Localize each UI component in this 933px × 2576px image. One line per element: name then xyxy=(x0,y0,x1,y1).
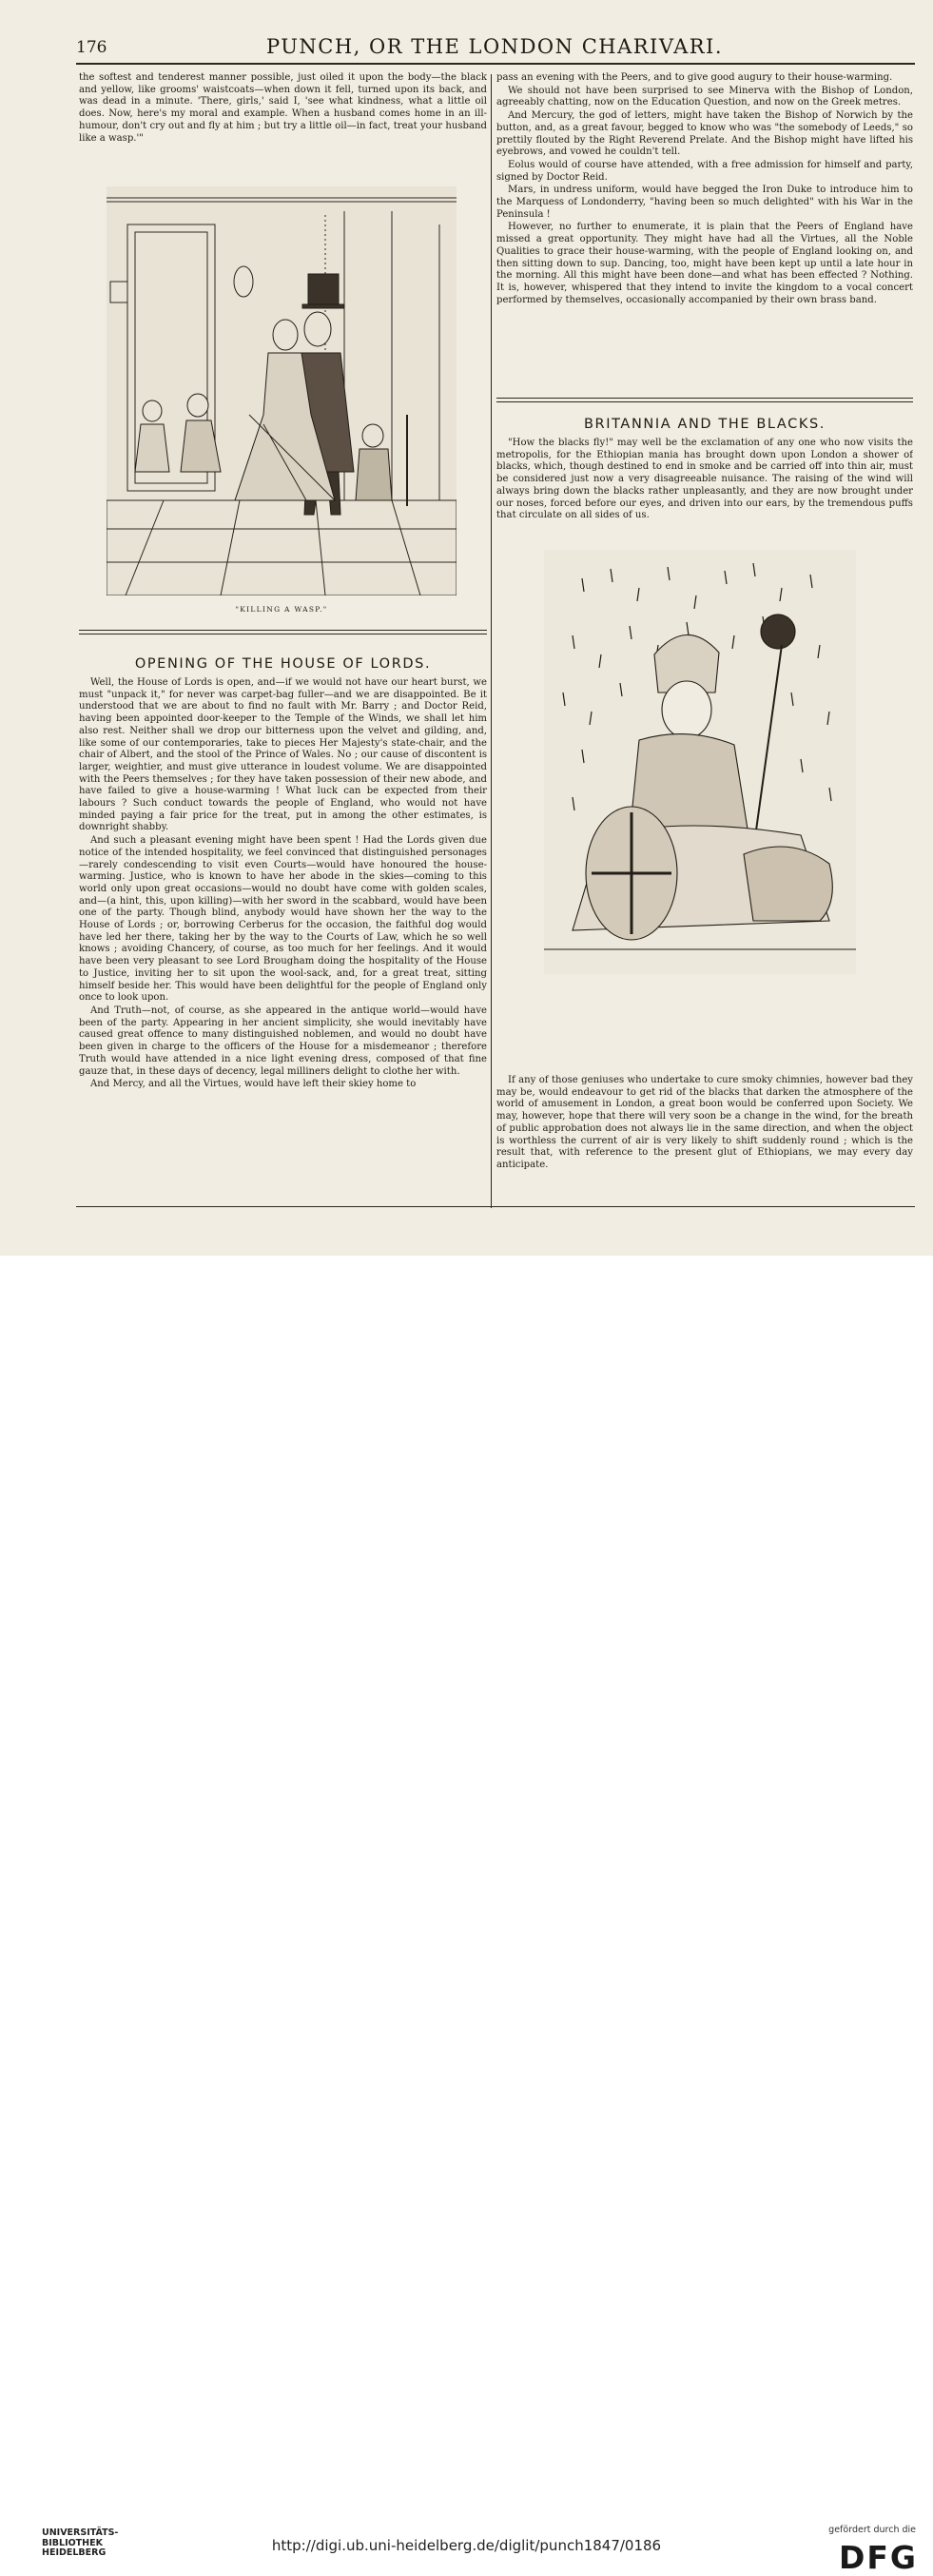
bottom-rule xyxy=(76,1206,915,1207)
illustration-caption: "KILLING A WASP." xyxy=(235,605,328,614)
right-column-continued-text: pass an evening with the Peers, and to give good augury to their house-warming. We should not have been surprised to see Minerva with the Bishop of London, agreeably chatting, now on the Education Question, and now on the Greek metres. And Mercury, the god of letters, might have taken the Bishop of Norwich by the button, and, as a great favour, begged to know who was "the somebody of Leeds," so prettily flouted by the Right Reverend Prelate. And the Bishop might have lifted his eyebrows, and vowed he couldn't tell. Eolus would of course have attended, with a free admission for himself and party, signed by Doctor Reid. Mars, in undress uniform, would have begged the Iron Duke to introduce him to the Marquess of Londonderry, "having been so much delighted" with his War in the Peninsula ! However, no further to enumerate, it is plain that the Peers of England have missed a great opportunity. They might have had all the Virtues, all the Noble Qualities to grace their house-warming, with the people of England looking on, and then sitting down to sup. Dancing, too, might have been kept up until a late hour in the morning. All this might have been done—and what has been effected ? Nothing. It is, however, whispered that they intend to invite the kingdom to a vocal concert performed by themselves, occasionally accompanied by their own brass band. xyxy=(496,72,913,305)
funded-by-label: gefördert durch die xyxy=(828,2525,916,2535)
killing-a-wasp-illustration xyxy=(107,186,457,595)
britannia-closing-text: If any of those geniuses who undertake to cure smoky chimnies, however bad they may be, would endeavour to get rid of the blacks that darken the atmosphere of the world of amusement in London, a great boon would be conferred upon Society. We may, however, hope that there will very soon be a change in the wind, for the breath of public approbation does not always lie in the same direction, and when the object is worthless the current of air is very likely to shift suddenly round ; which is the result that, with reference to the present glut of Ethiopians, we may every day anticipate. xyxy=(496,1075,913,1170)
britannia-intro-text: "How the blacks fly!" may well be the exclamation of any one who now visits the metropolis, for the Ethiopian mania has brought down upon London a shower of blacks, which, though destined to end in smoke and be carried off into thin air, must be considered just now a very disagreeable nuisance. The raising of the wind will always bring down the blacks rather unpleasantly, and they are now brought under our noses, forced before our eyes, and driven into our ears, by the tremendous puffs that circulate on all sides of us. xyxy=(496,438,913,521)
header-rule xyxy=(76,63,915,65)
column-divider xyxy=(491,74,492,1208)
left-opening-text: the softest and tenderest manner possible, just oiled it upon the body—the black and yellow, like grooms' waistcoats—when down it fell, turned upon its back, and was dead in a minute. 'There, girls,' said I, 'see what kindness, what a little oil does. Now, here's my moral and example. When a husband comes home in an ill-humour, don't cry out and fly at him ; but try a little oil—in fact, treat your husband like a wasp.'" xyxy=(79,72,487,144)
britannia-and-the-blacks-illustration xyxy=(544,550,856,974)
section-rule-right xyxy=(496,398,913,399)
masthead-title: PUNCH, OR THE LONDON CHARIVARI. xyxy=(265,35,724,58)
dfg-logo[interactable]: DFG xyxy=(838,2539,918,2576)
digitization-footer xyxy=(0,1256,933,2576)
section-rule-left xyxy=(79,630,487,631)
page-header xyxy=(76,30,913,63)
source-url-link[interactable]: http://digi.ub.uni-heidelberg.de/diglit/punch1847/0186 xyxy=(271,2537,662,2554)
article-title-opening-house-of-lords: OPENING OF THE HOUSE OF LORDS. xyxy=(134,656,432,672)
page-number: 176 xyxy=(76,38,107,57)
heidelberg-library-logo[interactable]: UNIVERSITÄTS- BIBLIOTHEK HEIDELBERG xyxy=(42,2527,119,2558)
scanned-page xyxy=(0,0,933,1256)
opening-house-of-lords-body: Well, the House of Lords is open, and—if we would not have our heart burst, we must "unpack it," for never was carpet-bag fuller—and we are disappointed. Be it understood that we are about to find no fault with Mr. Barry ; and Doctor Reid, having been appointed door-keeper to the Temple of the Winds, we shall let him also rest. Neither shall we drop our bitterness upon the velvet and gilding, and, like some of our contemporaries, take to pieces Her Majesty's state-chair, and the chair of Albert, and the stool of the Prince of Wales. No ; our cause of discontent is larger, weightier, and must give utterance in loudest volume. We are disappointed with the Peers themselves ; for they have taken possession of their new abode, and have failed to give a house-warming ! What luck can be expected from their labours ? Such conduct towards the people of England, who would not have minded paying a fair price for the treat, put in among the other estimates, is downright shabby. And such a pleasant evening might have been spent ! Had the Lords given due notice of the intended hospitality, we feel convinced that distinguished personages—rarely condescending to visit even Courts—would have honoured the house-warming. Justice, who is known to have her abode in the skies—coming to this world only upon great occasions—would no doubt have come with golden scales, and—(a hint, this, upon killing)—with her sword in the scabbard, would have been one of the party. Though blind, anybody would have shown her the way to the House of Lords ; or, borrowing Cerberus for the occasion, the faithful dog would have led her there, taking her by the way to the Courts of Law, which he so well knows ; avoiding Chancery, of course, as too much for her feelings. And it would have been very pleasant to see Lord Brougham doing the hospitality of the House to Justice, inviting her to sit upon the wool-sack, and, for a great treat, sitting himself beside her. This would have been delightful for the people of England only once to look upon. And Truth—not, of course, as she appeared in the antique world—would have been of the party. Appearing in her ancient simplicity, she would inevitably have caused great offence to many distinguished noblemen, and would no doubt have been given in charge to the officers of the House for a misdemeanor ; therefore Truth would have attended in a nice light evening dress, composed of that fine gauze that, in these days of decency, legal milliners delight to clothe her with. And Mercy, and all the Virtues, would have left their skiey home to xyxy=(79,677,487,1090)
section-rule-right-2 xyxy=(496,401,913,402)
article-title-britannia-and-the-blacks: BRITANNIA AND THE BLACKS. xyxy=(584,417,826,432)
